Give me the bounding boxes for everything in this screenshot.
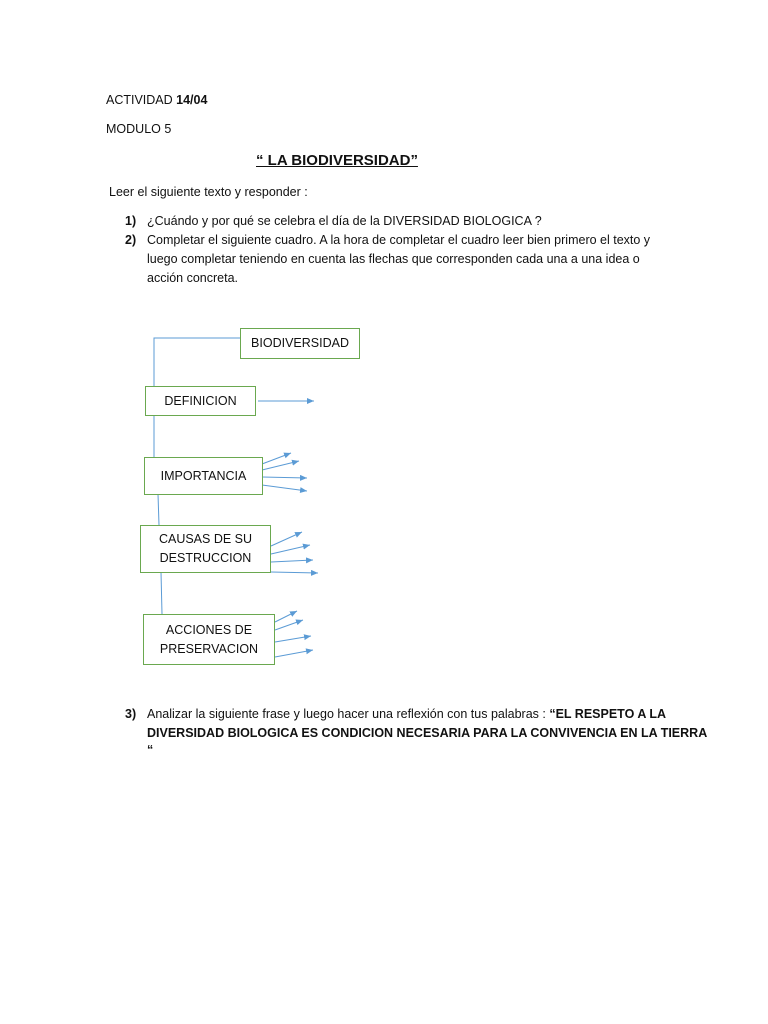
arrow-importancia-3 [262, 477, 307, 478]
box-importancia-label: IMPORTANCIA [160, 468, 247, 483]
question-3-quote-body: DIVERSIDAD BIOLOGICA ES CONDICION NECESARIA PARA LA CONVIVENCIA EN LA TIERRA [147, 726, 708, 740]
question-3-quote-start: “EL RESPETO A LA [549, 707, 667, 721]
box-biodiversidad [240, 328, 360, 359]
box-acciones-label-2: PRESERVACION [159, 641, 259, 656]
connector-root-to-definicion [154, 338, 240, 386]
activity-label: ACTIVIDAD [106, 93, 177, 107]
arrow-acciones-3 [275, 636, 311, 642]
question-3-line-3 [147, 743, 153, 757]
box-biodiversidad-label: BIODIVERSIDAD [251, 336, 349, 350]
box-definicion-label: DEFINICION [164, 393, 237, 408]
module-label: MODULO 5 [106, 122, 172, 136]
arrow-causas-4 [271, 572, 318, 573]
arrow-causas-1 [271, 532, 302, 546]
question-2-line-3: acción concreta. [147, 271, 239, 285]
question-3-line-2 [147, 726, 707, 740]
arrow-causas-2 [271, 545, 310, 554]
arrow-causas-3 [271, 560, 313, 562]
box-causas [140, 525, 271, 573]
box-definicion [145, 386, 256, 416]
question-3-line-1 [147, 707, 666, 721]
connector-causas-to-acciones [161, 572, 162, 614]
intro-text: Leer el siguiente texto y responder : [109, 185, 308, 199]
question-1-text: ¿Cuándo y por qué se celebra el día de la DIVERSIDAD BIOLOGICA ? [147, 214, 542, 228]
box-causas-label-1: CAUSAS DE SU [158, 532, 253, 546]
question-3-quote-end: “ [147, 743, 154, 757]
box-acciones [143, 614, 275, 665]
activity-date: 14/04 [176, 93, 208, 107]
arrow-importancia-1 [262, 453, 291, 464]
question-2-number: 2) [125, 233, 137, 247]
box-causas-label-2: DESTRUCCION [159, 551, 252, 565]
box-importancia [144, 457, 263, 495]
arrow-acciones-2 [275, 620, 303, 630]
connector-importancia-to-causas [158, 494, 159, 525]
page-title: “ LA BIODIVERSIDAD” [256, 152, 418, 169]
arrow-acciones-1 [275, 611, 297, 622]
arrow-importancia-4 [262, 485, 307, 491]
question-2-line-1: Completar el siguiente cuadro. A la hora de completar el cuadro leer bien primero el texto y [147, 233, 651, 247]
arrow-acciones-4 [275, 650, 313, 657]
question-2-line-2: luego completar teniendo en cuenta las flechas que corresponden cada una a una idea o [147, 252, 640, 266]
question-1-number: 1) [125, 214, 137, 228]
box-acciones-label-1: ACCIONES DE [165, 622, 253, 637]
question-3-number: 3) [125, 707, 137, 721]
question-3-text: Analizar la siguiente frase y luego hacer una reflexión con tus palabras : [147, 707, 550, 721]
